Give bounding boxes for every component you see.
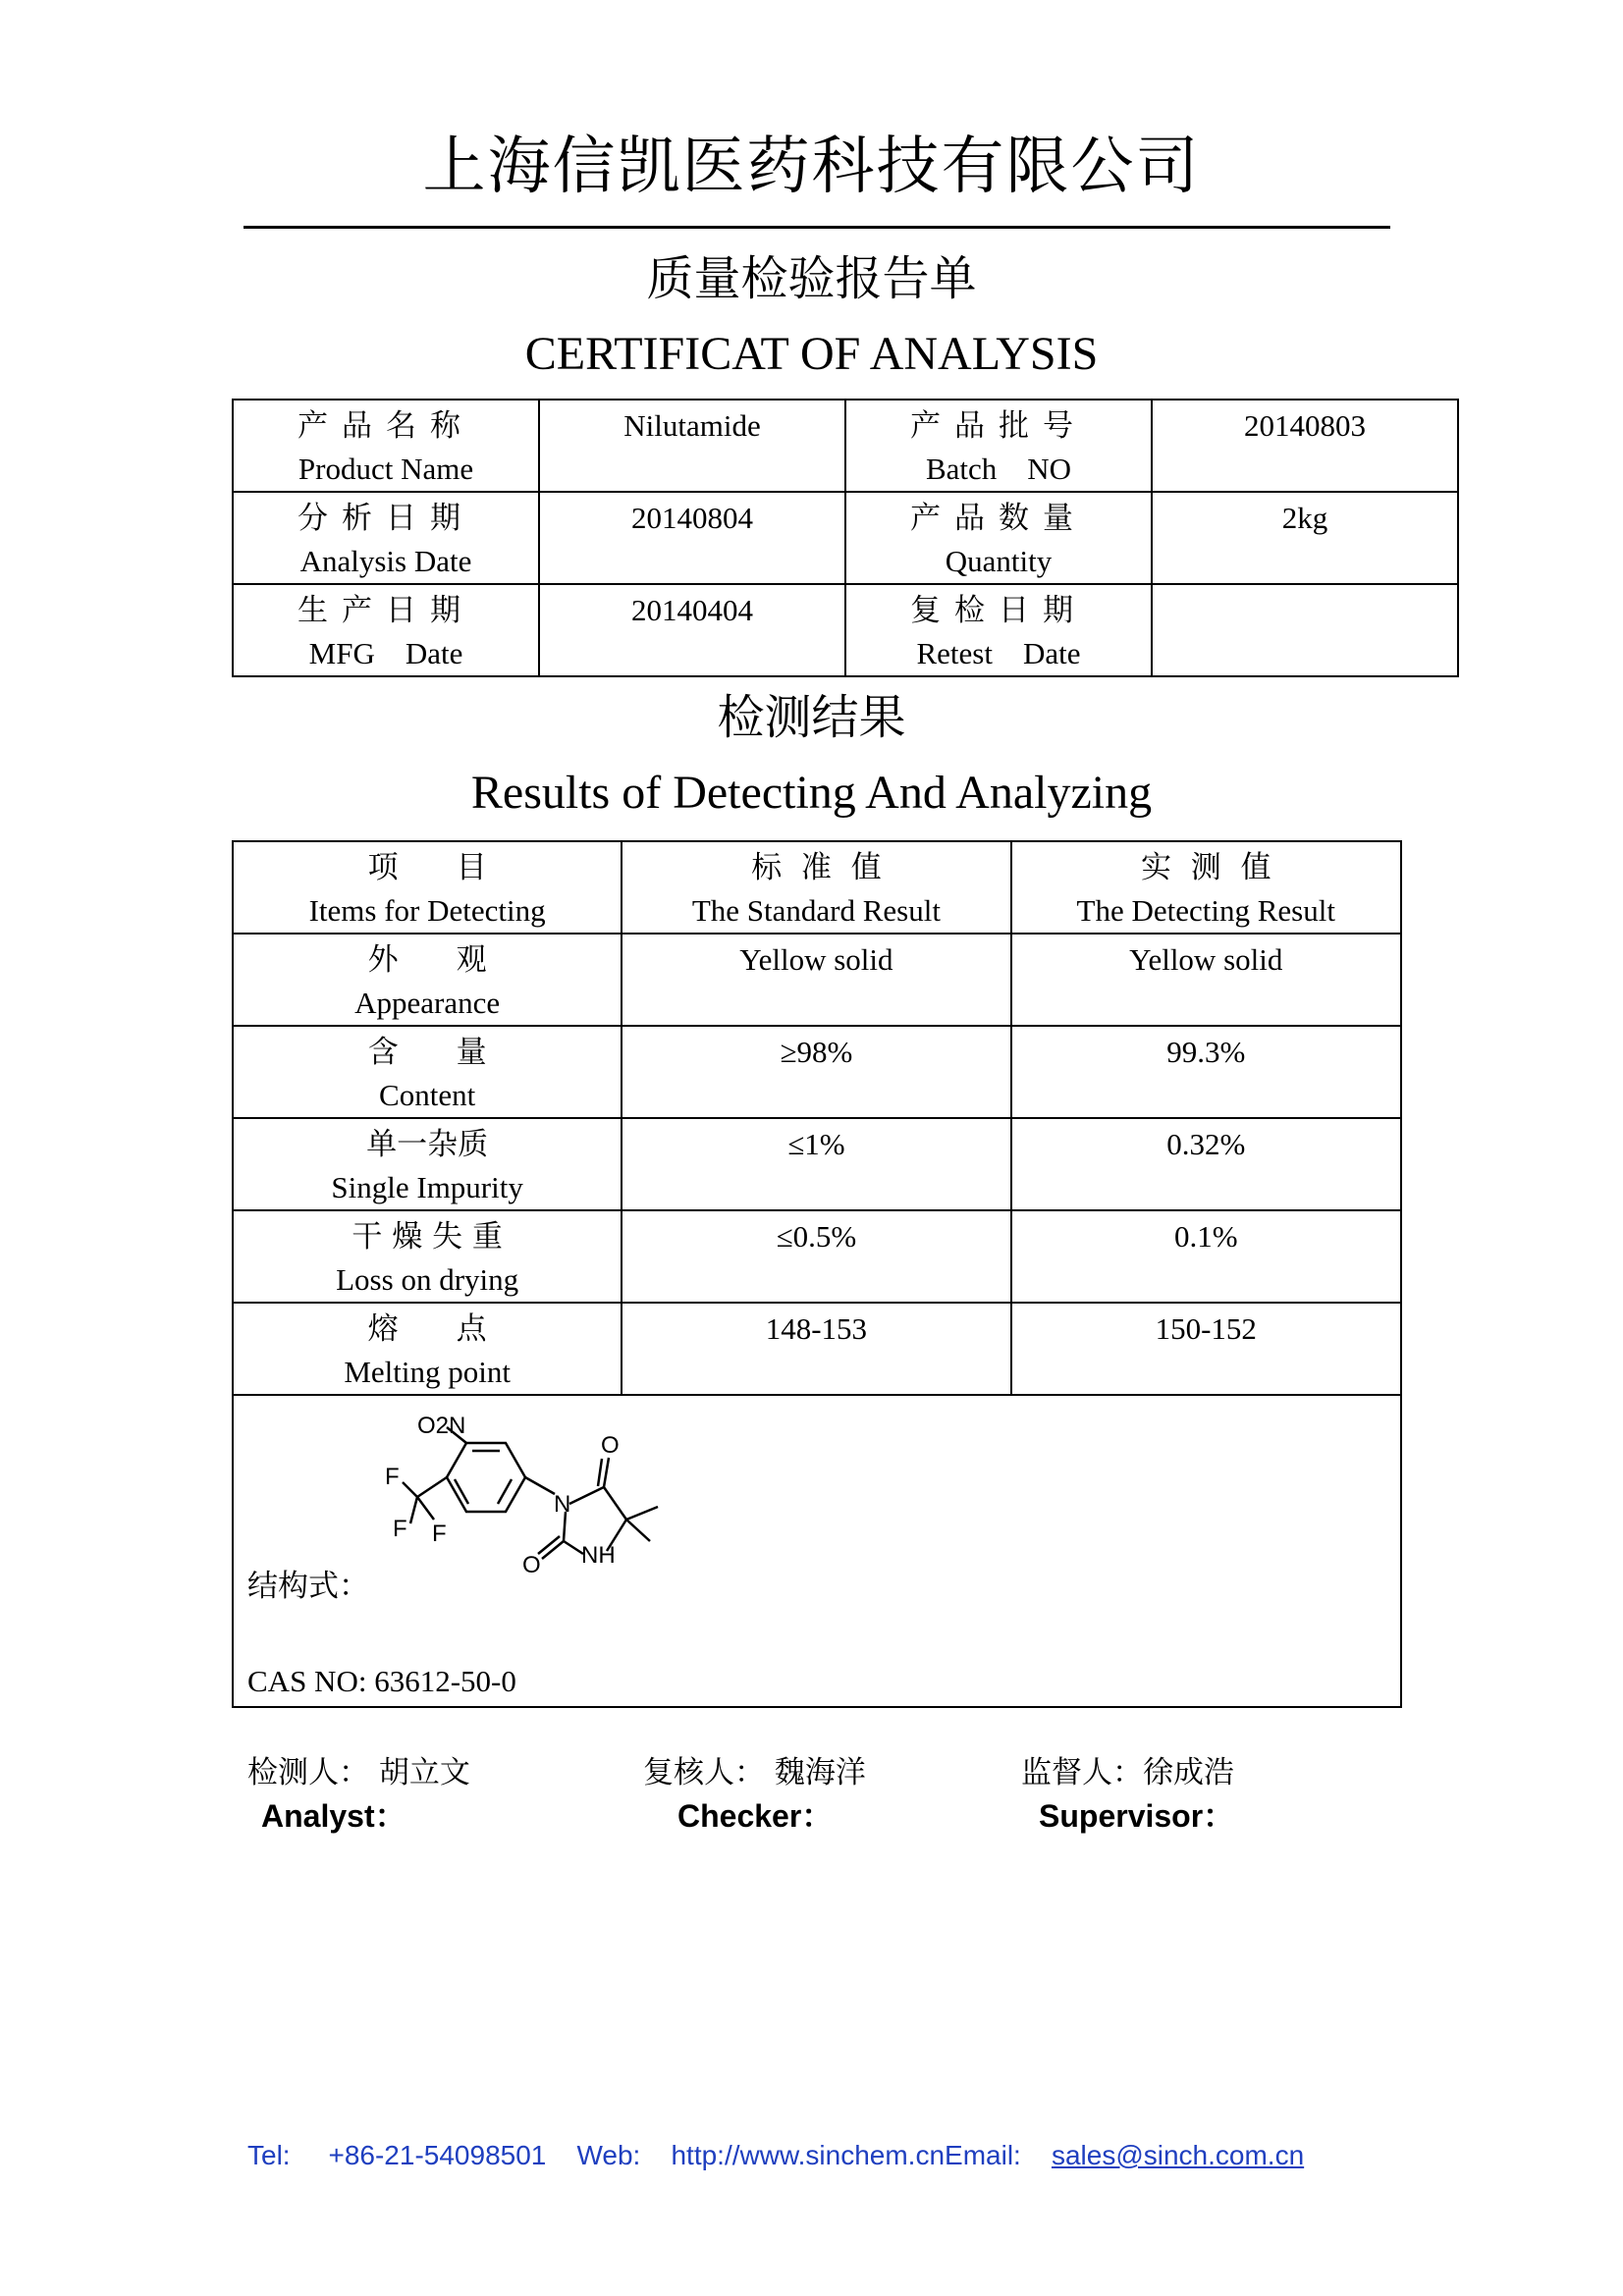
header-standard-en: The Standard Result <box>691 893 941 928</box>
email-label: Email: <box>945 2140 1021 2170</box>
standard-cell: Yellow solid <box>622 934 1010 1026</box>
web-link[interactable]: http://www.sinchem.cn <box>671 2140 946 2170</box>
item-en: Content <box>379 1078 476 1112</box>
tel-number: +86-21-54098501 <box>328 2140 547 2170</box>
item-cell <box>233 1118 622 1210</box>
fluorine-label-3: F <box>432 1521 447 1547</box>
mfg-date-value: 20140404 <box>539 584 845 676</box>
detected-cell: Yellow solid <box>1011 934 1401 1026</box>
retest-date-value <box>1152 584 1458 676</box>
email-link[interactable]: sales@sinch.com.cn <box>1051 2140 1305 2170</box>
header-items-cn: 项 目 <box>367 850 487 885</box>
header-standard <box>622 841 1010 934</box>
item-cn: 外 观 <box>367 942 487 978</box>
detected-cell: 0.1% <box>1011 1210 1401 1303</box>
info-row-product <box>233 400 1458 492</box>
quantity-label-en: Quantity <box>945 544 1053 578</box>
checker-label-en: Checker： <box>677 1798 834 1834</box>
batch-label-cn: 产品批号 <box>910 408 1087 444</box>
item-en: Appearance <box>354 986 501 1020</box>
results-title-en: Results of Detecting And Analyzing <box>470 767 1153 819</box>
checker-signature-cn: 复核人： 魏海洋 <box>643 1755 866 1790</box>
header-divider <box>243 226 1390 229</box>
product-name-label <box>233 400 539 492</box>
header-detected-cn: 实 测 值 <box>1141 850 1271 885</box>
retest-date-label-en: Retest Date <box>916 636 1081 670</box>
analyst-signature-cn: 检测人： 胡立文 <box>247 1755 470 1790</box>
batch-label <box>845 400 1152 492</box>
tel-label: Tel: <box>247 2140 291 2170</box>
batch-value: 20140803 <box>1152 400 1458 492</box>
quantity-label-cn: 产品数量 <box>910 501 1087 536</box>
benzene-ring <box>447 1443 525 1512</box>
standard-cell: 148-153 <box>622 1303 1010 1395</box>
standard-cell: ≤1% <box>622 1118 1010 1210</box>
header-detected-en: The Detecting Result <box>1076 893 1335 928</box>
results-title-cn: 检测结果 <box>717 690 906 745</box>
item-cn: 单一杂质 <box>366 1127 489 1162</box>
table-row <box>233 1210 1401 1303</box>
results-header-row <box>233 841 1401 934</box>
document-title-cn: 质量检验报告单 <box>646 251 977 306</box>
item-cn: 干 燥 失 重 <box>352 1219 503 1255</box>
table-row <box>233 1118 1401 1210</box>
nilutamide-structure-diagram <box>373 1414 707 1629</box>
mfg-date-label-cn: 生产日期 <box>298 593 474 628</box>
table-row <box>233 1026 1401 1118</box>
analysis-date-value: 20140804 <box>539 492 845 584</box>
oxygen-bottom-label: O <box>522 1552 541 1578</box>
supervisor-signature-cn: 监督人：徐成浩 <box>1021 1755 1234 1790</box>
web-label: Web: <box>576 2140 641 2170</box>
quantity-label <box>845 492 1152 584</box>
product-name-label-en: Product Name <box>298 452 474 486</box>
product-info-table <box>232 399 1459 677</box>
nitrogen-label: N <box>554 1491 571 1518</box>
standard-cell: ≤0.5% <box>622 1210 1010 1303</box>
supervisor-label-en: Supervisor： <box>1039 1798 1235 1834</box>
detected-cell: 150-152 <box>1011 1303 1401 1395</box>
item-en: Melting point <box>344 1355 511 1389</box>
mfg-date-label <box>233 584 539 676</box>
info-row-mfg <box>233 584 1458 676</box>
analysis-date-label <box>233 492 539 584</box>
company-name: 上海信凯医药科技有限公司 <box>422 131 1201 203</box>
table-row <box>233 934 1401 1026</box>
header-items <box>233 841 622 934</box>
retest-date-label-cn: 复检日期 <box>910 593 1087 628</box>
results-table <box>232 840 1402 1396</box>
product-name-label-cn: 产品名称 <box>298 408 474 444</box>
item-cn: 含 量 <box>367 1035 487 1070</box>
header-items-en: Items for Detecting <box>308 893 546 928</box>
detected-cell: 0.32% <box>1011 1118 1401 1210</box>
batch-label-en: Batch NO <box>925 452 1072 486</box>
product-name-value: Nilutamide <box>539 400 845 492</box>
item-en: Single Impurity <box>331 1170 523 1204</box>
document-title-en: CERTIFICAT OF ANALYSIS <box>524 328 1099 380</box>
item-cn: 熔 点 <box>367 1311 487 1347</box>
analysis-date-label-cn: 分析日期 <box>298 501 474 536</box>
header-standard-cn: 标 准 值 <box>751 850 882 885</box>
item-cell <box>233 1210 622 1303</box>
structure-label: 结构式： <box>247 1569 369 1604</box>
cas-number: CAS NO: 63612-50-0 <box>247 1664 516 1698</box>
info-row-analysis <box>233 492 1458 584</box>
mfg-date-label-en: MFG Date <box>308 636 463 670</box>
fluorine-label-2: F <box>393 1516 407 1542</box>
item-en: Loss on drying <box>336 1262 519 1297</box>
quantity-value: 2kg <box>1152 492 1458 584</box>
contact-footer <box>247 2140 1304 2171</box>
analysis-date-label-en: Analysis Date <box>299 544 472 578</box>
nh-label: NH <box>581 1542 616 1569</box>
item-cell <box>233 934 622 1026</box>
item-cell <box>233 1026 622 1118</box>
analyst-label-en: Analyst： <box>261 1798 406 1834</box>
retest-date-label <box>845 584 1152 676</box>
header-detected <box>1011 841 1401 934</box>
standard-cell: ≥98% <box>622 1026 1010 1118</box>
nitro-group-label: O2N <box>417 1414 466 1439</box>
detected-cell: 99.3% <box>1011 1026 1401 1118</box>
oxygen-top-label: O <box>601 1432 620 1459</box>
fluorine-label-1: F <box>385 1464 400 1490</box>
